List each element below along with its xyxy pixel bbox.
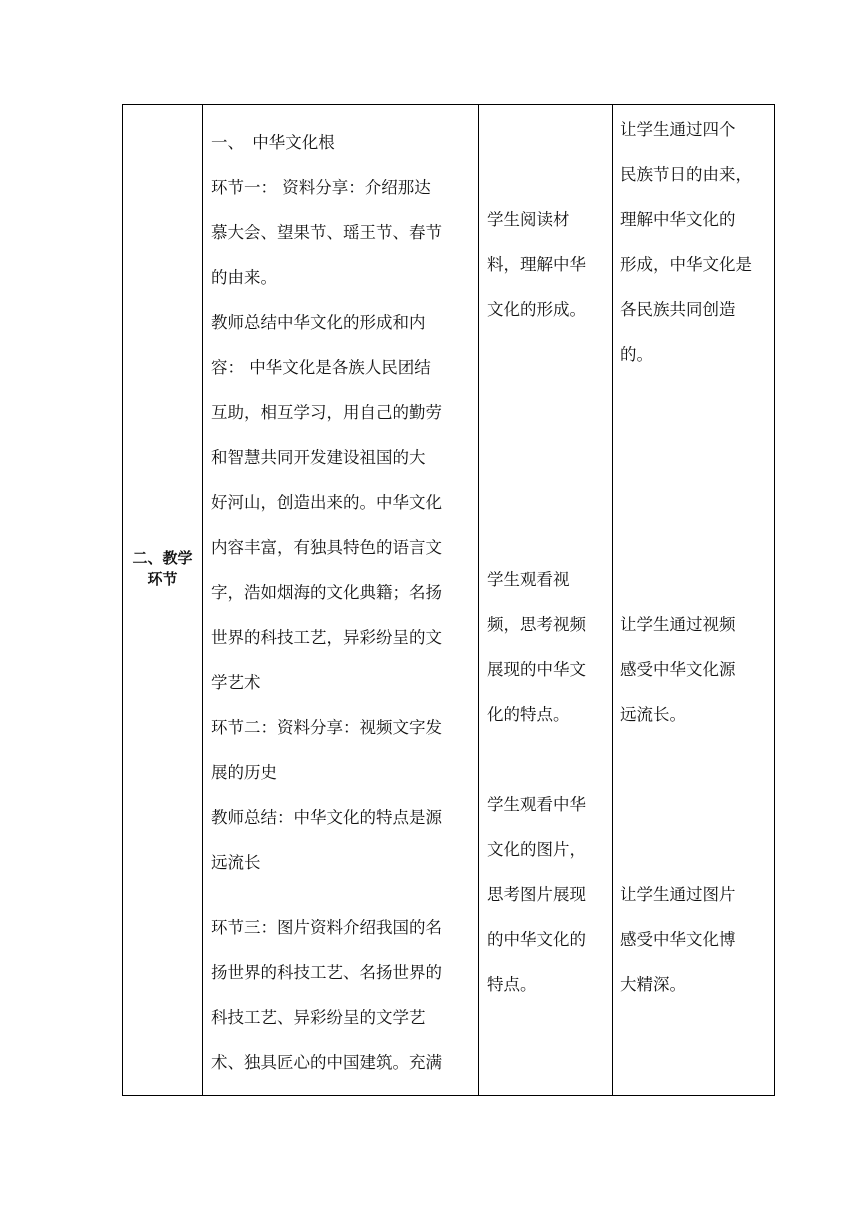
student-line: 思考图片展现 <box>487 885 586 904</box>
student-line: 学生观看中华 <box>487 795 586 814</box>
intent-line: 感受中华文化博 <box>620 930 736 949</box>
student-line: 化的特点。 <box>487 705 570 724</box>
intent-line: 形成，中华文化是 <box>620 255 752 274</box>
intent-line: 远流长。 <box>620 705 686 724</box>
content-line: 扬世界的科技工艺、名扬世界的 <box>211 963 442 982</box>
content-line: 远流长 <box>211 853 261 872</box>
content-line: 学艺术 <box>211 673 261 692</box>
student-line: 料，理解中华 <box>487 255 586 274</box>
lesson-plan-table <box>122 104 775 1096</box>
intent-line: 各民族共同创造 <box>620 300 736 319</box>
content-line: 好河山，创造出来的。中华文化 <box>211 493 442 512</box>
section-label-line: 环节 <box>147 570 178 588</box>
content-line: 环节三：图片资料介绍我国的名 <box>211 918 442 937</box>
content-line: 世界的科技工艺，异彩纷呈的文 <box>211 628 442 647</box>
content-line: 科技工艺、异彩纷呈的文学艺 <box>211 1008 426 1027</box>
student-line: 文化的形成。 <box>487 300 586 319</box>
student-line: 文化的图片， <box>487 840 586 859</box>
intent-line: 让学生通过图片 <box>620 885 736 904</box>
content-line: 一、 中华文化根 <box>211 133 335 152</box>
section-label <box>123 548 202 590</box>
student-line: 学生阅读材 <box>487 210 570 229</box>
intent-line: 的。 <box>620 345 653 364</box>
student-activity-column <box>487 105 611 1095</box>
content-line: 容： 中华文化是各族人民团结 <box>211 358 431 377</box>
student-line: 特点。 <box>487 975 537 994</box>
content-line: 环节二：资料分享：视频文字发 <box>211 718 442 737</box>
intent-line: 让学生通过视频 <box>620 615 736 634</box>
student-line: 学生观看视 <box>487 570 570 589</box>
intent-line: 大精深。 <box>620 975 686 994</box>
content-line: 教师总结：中华文化的特点是源 <box>211 808 442 827</box>
student-line: 展现的中华文 <box>487 660 586 679</box>
content-column <box>211 105 477 1095</box>
content-line: 互助，相互学习，用自己的勤劳 <box>211 403 442 422</box>
content-line: 和智慧共同开发建设祖国的大 <box>211 448 426 467</box>
student-line: 的中华文化的 <box>487 930 586 949</box>
intent-line: 民族节日的由来， <box>620 165 752 184</box>
content-line: 环节一： 资料分享：介绍那达 <box>211 178 431 197</box>
content-line: 教师总结中华文化的形成和内 <box>211 313 426 332</box>
content-line: 字，浩如烟海的文化典籍；名扬 <box>211 583 442 602</box>
intent-line: 让学生通过四个 <box>620 120 736 139</box>
content-line: 术、独具匠心的中国建筑。充满 <box>211 1053 442 1072</box>
content-line: 内容丰富，有独具特色的语言文 <box>211 538 442 557</box>
column-divider <box>478 105 479 1095</box>
content-line: 展的历史 <box>211 763 277 782</box>
student-line: 频，思考视频 <box>487 615 586 634</box>
section-label-line: 二、教学 <box>132 549 193 567</box>
intent-line: 感受中华文化源 <box>620 660 736 679</box>
content-line: 慕大会、望果节、瑶王节、春节 <box>211 223 442 242</box>
content-line: 的由来。 <box>211 268 277 287</box>
design-intent-column <box>620 105 775 1095</box>
column-divider <box>612 105 613 1095</box>
intent-line: 理解中华文化的 <box>620 210 736 229</box>
column-divider <box>202 105 203 1095</box>
